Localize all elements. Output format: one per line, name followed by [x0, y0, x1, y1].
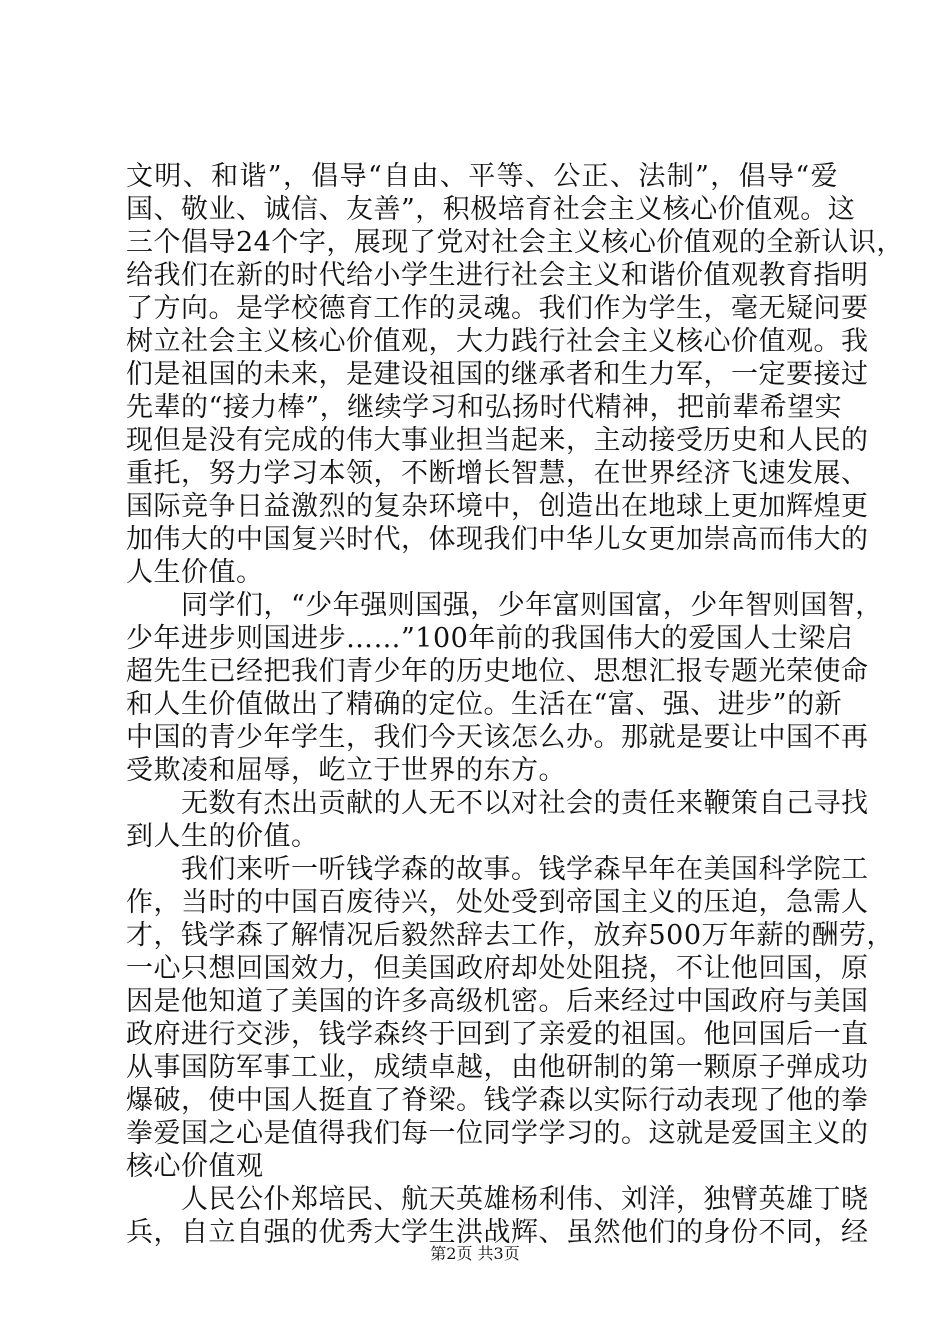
text-line: 到人生的价值。 [126, 821, 319, 852]
text-line: 我们来听一听钱学森的故事。钱学森早年在美国科学院工 [126, 854, 869, 885]
text-line: 因是他知道了美国的许多高级机密。后来经过中国政府与美国 [126, 986, 869, 1017]
text-line: 核心价值观 [126, 1151, 264, 1182]
text-line: 三个倡导24个字，展现了党对社会主义核心价值观的全新认识， [126, 227, 904, 258]
text-line: 一心只想回国效力，但美国政府却处处阻挠，不让他回国，原 [126, 953, 869, 984]
text-line: 才，钱学森了解情况后毅然辞去工作，放弃500万年薪的酬劳， [126, 920, 895, 951]
text-line: 同学们，“少年强则国强，少年富则国富，少年智则国智， [126, 590, 883, 621]
body-text [126, 160, 904, 1249]
text-line: 爆破，使中国人挺直了脊梁。钱学森以实际行动表现了他的拳 [126, 1085, 869, 1116]
text-line: 中国的青少年学生，我们今天该怎么办。那就是要让中国不再 [126, 722, 869, 753]
text-line: 国际竞争日益激烈的复杂环境中，创造出在地球上更加辉煌更 [126, 491, 869, 522]
text-line: 先辈的“接力棒”，继续学习和弘扬时代精神，把前辈希望实 [126, 392, 843, 423]
text-line: 政府进行交涉，钱学森终于回到了亲爱的祖国。他回国后一直 [126, 1019, 869, 1050]
text-line: 加伟大的中国复兴时代，体现我们中华儿女更加崇高而伟大的 [126, 524, 869, 555]
text-line: 超先生已经把我们青少年的历史地位、思想汇报专题光荣使命 [126, 656, 869, 687]
text-line: 文明、和谐”，倡导“自由、平等、公正、法制”，倡导“爱 [126, 161, 838, 192]
text-line: 作，当时的中国百废待兴，处处受到帝国主义的压迫，急需人 [126, 887, 869, 918]
text-line: 了方向。是学校德育工作的灵魂。我们作为学生，毫无疑问要 [126, 293, 869, 324]
text-line: 少年进步则国进步……”100年前的我国伟大的爱国人士梁启 [126, 623, 854, 654]
text-line: 拳爱国之心是值得我们每一位同学学习的。这就是爱国主义的 [126, 1118, 869, 1149]
text-line: 兵，自立自强的优秀大学生洪战辉、虽然他们的身份不同，经 [126, 1217, 869, 1248]
text-line: 人民公仆郑培民、航天英雄杨利伟、刘洋，独臂英雄丁晓 [126, 1184, 869, 1215]
text-line: 重托，努力学习本领，不断增长智慧，在世界经济飞速发展、 [126, 458, 869, 489]
text-line: 国、敬业、诚信、友善”，积极培育社会主义核心价值观。这 [126, 194, 856, 225]
text-line: 和人生价值做出了精确的定位。生活在“富、强、进步”的新 [126, 689, 843, 720]
text-line: 树立社会主义核心价值观，大力践行社会主义核心价值观。我 [126, 326, 869, 357]
text-line: 人生价值。 [126, 557, 264, 588]
text-line: 给我们在新的时代给小学生进行社会主义和谐价值观教育指明 [126, 260, 869, 291]
text-line: 无数有杰出贡献的人无不以对社会的责任来鞭策自己寻找 [126, 788, 869, 819]
text-line: 受欺凌和屈辱，屹立于世界的东方。 [126, 755, 566, 786]
text-line: 现但是没有完成的伟大事业担当起来，主动接受历史和人民的 [126, 425, 869, 456]
text-line: 们是祖国的未来，是建设祖国的继承者和生力军，一定要接过 [126, 359, 869, 390]
text-line: 从事国防军事工业，成绩卓越，由他研制的第一颗原子弹成功 [126, 1052, 869, 1083]
page-footer: 第2页 共3页 [430, 1244, 520, 1263]
